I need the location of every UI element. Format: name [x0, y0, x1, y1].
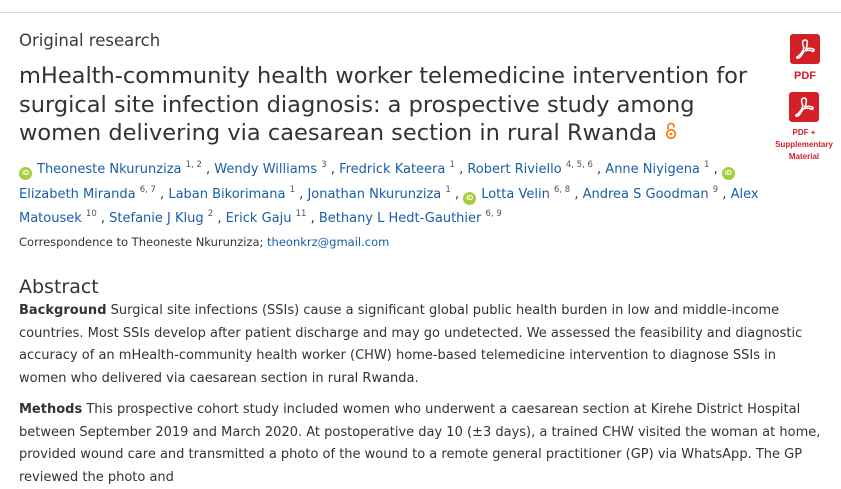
pdf-supplementary-label-2: Supplementary: [775, 140, 833, 149]
correspondence-email-link[interactable]: theonkrz@gmail.com: [267, 235, 390, 249]
pdf-download-button[interactable]: [788, 34, 822, 82]
orcid-icon[interactable]: iD: [722, 167, 735, 180]
author-affiliation: 1: [289, 184, 296, 195]
author-name[interactable]: Lotta Velin: [481, 186, 550, 202]
author-name[interactable]: Bethany L Hedt-Gauthier: [318, 211, 482, 226]
pdf-icon: [790, 34, 820, 64]
author-name[interactable]: Robert Riviello: [467, 162, 562, 177]
orcid-icon[interactable]: iD: [463, 192, 476, 205]
open-access-icon: [665, 119, 677, 148]
author-name[interactable]: Jonathan Nkurunziza: [307, 186, 442, 202]
author-affiliation: 9: [712, 184, 719, 195]
background-label: Background: [19, 303, 107, 318]
correspondence: [19, 235, 389, 249]
author-affiliation: 10: [85, 209, 97, 219]
author-name[interactable]: Anne Niyigena: [605, 162, 700, 177]
author-affiliation: 2: [207, 209, 214, 219]
author-name[interactable]: Erick Gaju: [225, 211, 292, 226]
author-affiliation: 1: [449, 160, 455, 170]
pdf-supplementary-button[interactable]: [768, 92, 840, 162]
article-title-text: mHealth-community health worker telemedicine intervention for surgical site infection diagnosis: a prospective study among women delivering via caesarean section in rural Rwanda: [19, 63, 748, 146]
methods-text: This prospective cohort study included women who underwent a caesarean section at Kirehe District Hospital between September 2019 and March 2020. At postoperative day 10 (±3 days), a trained CHW visited the woman at home, provided wound care and transmitted a photo of the wound to a remote general practitioner (GP) via WhatsApp. The GP reviewed the photo and: [19, 402, 821, 485]
author-name[interactable]: Elizabeth Miranda: [19, 186, 136, 202]
author-affiliation: 3: [321, 160, 327, 170]
pdf-supplementary-label-1: PDF +: [792, 128, 816, 137]
article-type: Original research: [19, 31, 161, 50]
author-name[interactable]: Wendy Williams: [214, 162, 318, 177]
author-affiliation: 4, 5, 6: [565, 160, 593, 170]
abstract-background: [19, 300, 824, 390]
author-name[interactable]: Laban Bikorimana: [168, 186, 286, 202]
pdf-supplementary-icon: [789, 92, 819, 122]
abstract-heading: Abstract: [19, 276, 99, 298]
author-affiliation: 1, 2: [185, 160, 202, 170]
author-name[interactable]: Alex Matousek: [19, 186, 759, 226]
author-name[interactable]: Theoneste Nkurunziza: [37, 162, 182, 177]
article-title: [19, 62, 764, 148]
pdf-supplementary-label-3: Material: [788, 152, 820, 161]
author-name[interactable]: Stefanie J Klug: [109, 211, 204, 226]
orcid-icon[interactable]: iD: [19, 167, 32, 180]
author-name[interactable]: Fredrick Kateera: [339, 162, 446, 177]
author-affiliation: 11: [295, 209, 307, 219]
pdf-label: PDF: [794, 70, 816, 82]
methods-label: Methods: [19, 402, 83, 417]
author-affiliation: 1: [704, 160, 710, 170]
author-affiliation: 6, 8: [553, 184, 571, 195]
author-affiliation: 6, 9: [485, 209, 502, 219]
author-name[interactable]: Andrea S Goodman: [582, 186, 709, 202]
background-text: Surgical site infections (SSIs) cause a significant global public health burden in low and middle-income countries. Most SSIs develop after patient discharge and may go undetected. We assessed the feasibility and diagnostic accuracy of an mHealth-community health worker (CHW) home-based telemedicine intervention to diagnose SSIs in women who delivered via caesarean section in rural Rwanda.: [19, 303, 803, 386]
abstract-methods: [19, 399, 824, 489]
author-affiliation: 1: [445, 184, 451, 195]
author-affiliation: 6, 7: [139, 184, 156, 195]
correspondence-label: Correspondence to Theoneste Nkurunziza;: [19, 235, 264, 249]
top-divider: [0, 12, 841, 13]
author-list: iD Theoneste Nkurunziza $^{1, 2}$ , Wendy Williams $^3$ , Fredrick Kateera $^1$ , Robert Riviello $^{4, 5, 6}$ , Anne Niyigena $^1$ , iDElizabeth Miranda $^{6, 7}$ , Laban Bikorimana $^1$ , Jonathan Nkurunziza $^1$ , iD Lotta Velin $^{6, 8}$ , Andrea S Goodman $^9$ , Alex Matousek $^{10}$ , Stefanie J Klug $^2$ , Erick Gaju $^{11}$ , Bethany L Hedt-Gauthier $^{6, 9}$: [19, 160, 759, 226]
